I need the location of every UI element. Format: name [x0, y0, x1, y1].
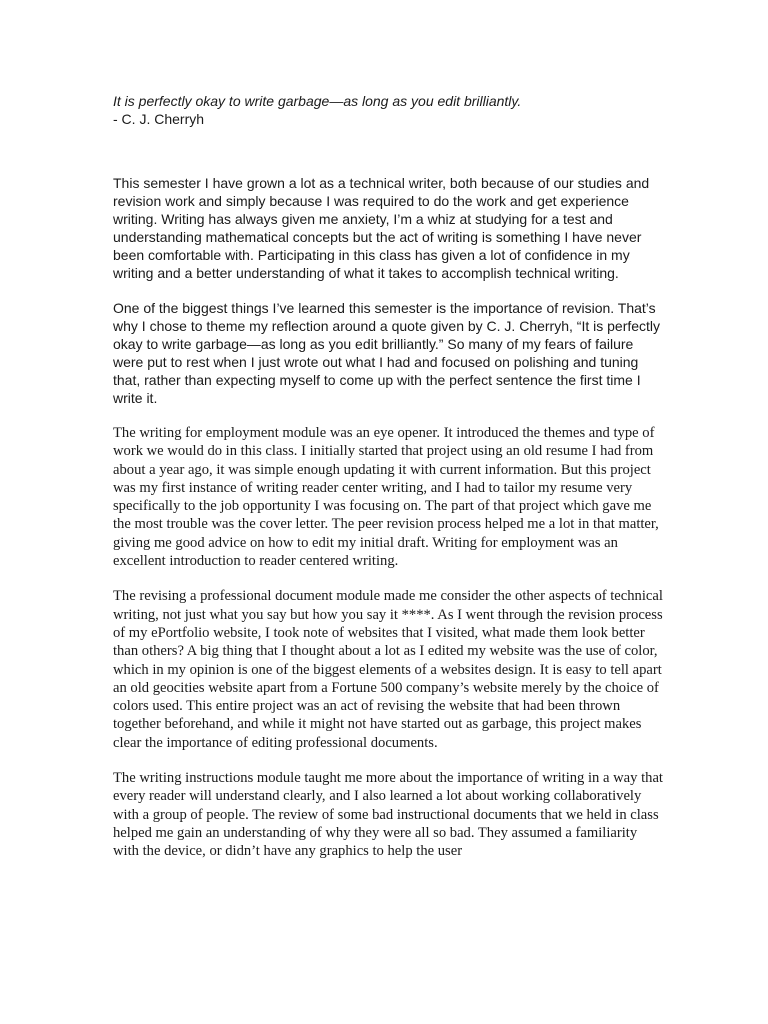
epigraph — [113, 92, 665, 128]
paragraph-growth: This semester I have grown a lot as a technical writer, both because of our studies and revision work and simply because I was required to do the work and get experience writing. Writing has always given me anxiety, I’m a whiz at studying for a test and understanding mathematical concepts but the act of writing is something I have never been comfortable with. Participating in this class has given a lot of confidence in my writing and a better understanding of what it takes to accomplish technical writing. — [113, 175, 650, 281]
paragraph-revising-document-module: The revising a professional document module made me consider the other aspects of technical writing, not just what you say but how you say it ****. As I went through the revision process of my ePortfolio website, I took note of websites that I visited, what made them look better than others? A big thing that I thought about a lot as I edited my website was the use of color, which in my opinion is one of the biggest elements of a websites design. It is easy to tell apart an old geocities website apart from a Fortune 500 company’s website merely by the choice of colors used. This entire project was an act of revising the website that had been thrown together beforehand, and while it might not have started out as garbage, this project makes clear the importance of editing professional documents. — [113, 588, 663, 751]
paragraph-revision: One of the biggest things I’ve learned this semester is the importance of revision. That’s why I chose to theme my reflection around a quote given by C. J. Cherryh, “It is perfectly okay to write garbage—as long as you edit brilliantly.” So many of my fears of failure were put to rest when I just wrote out what I had and focused on polishing and tuning that, rather than expecting myself to come up with the perfect sentence the first time I write it. — [113, 300, 661, 406]
epigraph-author: - C. J. Cherryh — [113, 111, 205, 127]
paragraph-employment-module: The writing for employment module was an eye opener. It introduced the themes and type of work we would do in this class. I initially started that project using an old resume I had from about a year ago, it was simple enough updating it with current information. But this project was my first instance of writing reader center writing, and I had to tailor my resume very specifically to the job opportunity I was focusing on. The part of that project which gave me the most trouble was the cover letter. The peer revision process helped me a lot in that matter, giving me good advice on how to edit my initial draft. Writing for employment was an excellent introduction to reader centered writing. — [113, 425, 659, 570]
document-page — [113, 92, 665, 861]
epigraph-quote: It is perfectly okay to write garbage—as long as you edit brilliantly. — [113, 93, 522, 109]
paragraph-instructions-module: The writing instructions module taught me more about the importance of writing in a way that every reader will understand clearly, and I also learned a lot about working collaboratively with a group of people. The review of some bad instructional documents that we held in class helped me gain an understanding of why they were all so bad. They assumed a familiarity with the device, or didn’t have any graphics to help the user — [113, 770, 663, 860]
